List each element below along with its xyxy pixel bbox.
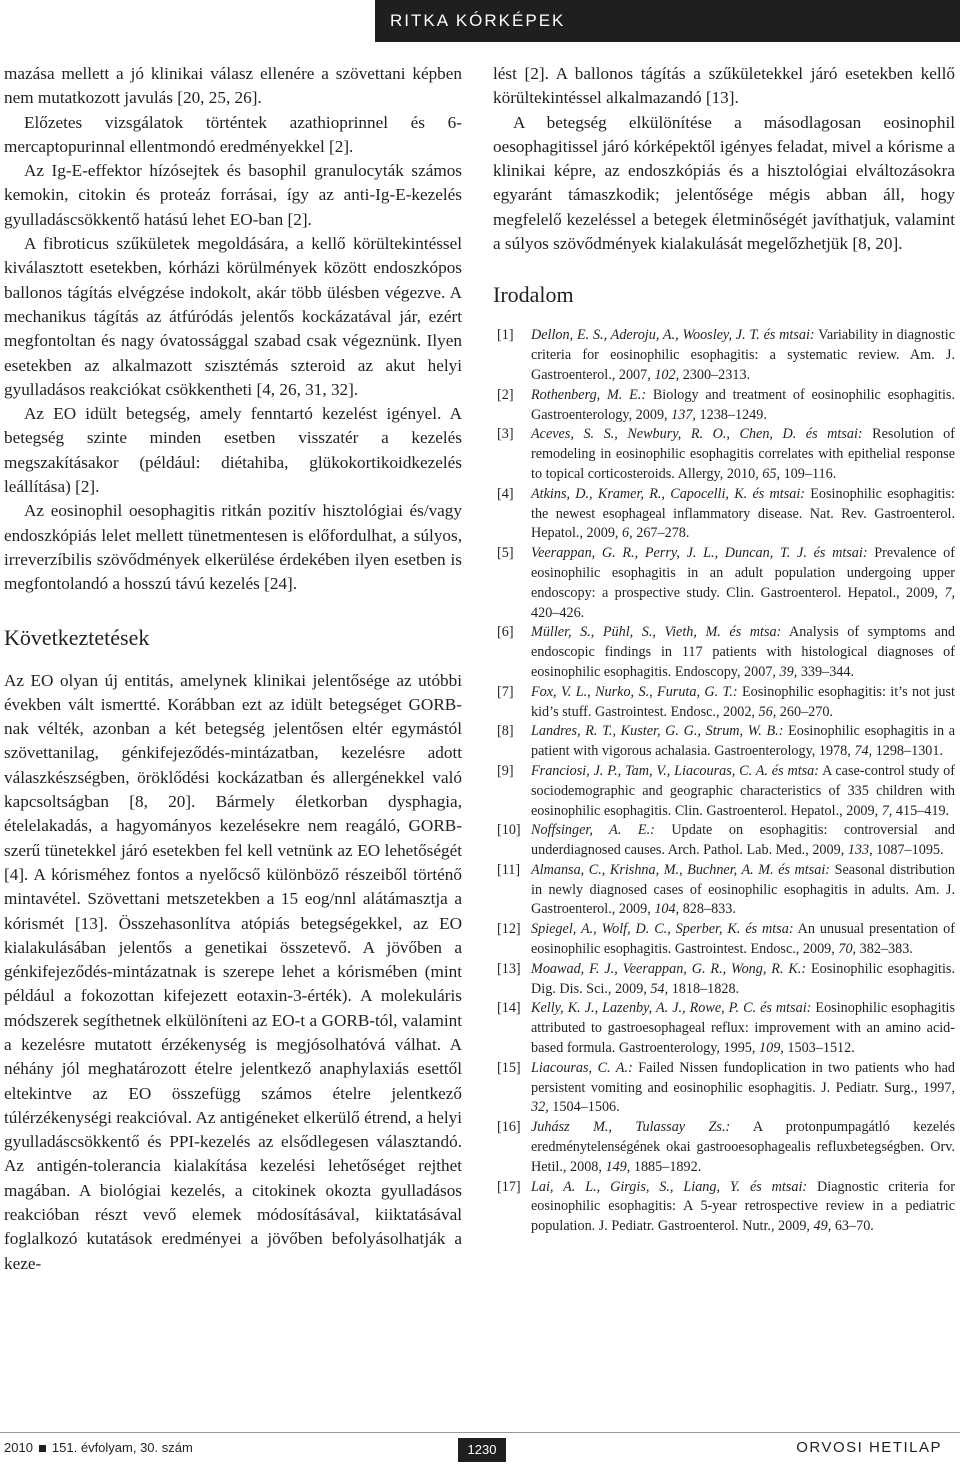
- reference-authors: Noffsinger, A. E.:: [531, 822, 655, 839]
- reference-authors: Rothenberg, M. E.:: [531, 386, 647, 403]
- reference-volume: 6,: [622, 525, 633, 542]
- journal-name: ORVOSI HETILAP: [796, 1439, 942, 1456]
- reference-number: [14]: [497, 1000, 521, 1017]
- reference-item: [493, 722, 955, 762]
- reference-pages: 1087–1095.: [872, 842, 944, 859]
- right-column: [493, 62, 955, 1237]
- section-title: RITKA KÓRKÉPEK: [375, 0, 960, 42]
- reference-pages: 2300–2313.: [679, 366, 751, 383]
- reference-number: [16]: [497, 1119, 521, 1136]
- left-column: [4, 62, 462, 1276]
- paragraph: Az eosinophil oesophagitis ritkán pozitív hisztológiai és/vagy endoszkópiás lelet mellett tünetmentesen is előfordulhat, a súlyos, irreverzíbilis szövődmények elkerülése érdekében ilyen esetben is megfontolandó a hosszú távú kezelés [24].: [4, 501, 462, 594]
- reference-authors: Moawad, F. J., Veerappan, G. R., Wong, R. K.:: [531, 960, 807, 977]
- reference-number: [9]: [497, 762, 514, 779]
- reference-item: [493, 683, 955, 723]
- reference-title-source: Eosinophilic esophagitis attributed to gastroesophageal reflux: improvement with an amino acid-based formula. Gastroenterology, 1995,: [531, 1000, 955, 1057]
- reference-pages: 339–344.: [797, 663, 855, 680]
- reference-pages: 1818–1828.: [668, 980, 740, 997]
- reference-authors: Müller, S., Pühl, S., Vieth, M. és mtsa:: [531, 624, 782, 641]
- reference-authors: Veerappan, G. R., Perry, J. L., Duncan, T. J. és mtsai:: [531, 545, 868, 562]
- paragraph: lést [2]. A ballonos tágítás a szűkületekkel járó esetekben kellő körültekintéssel alkalmazandó [13].: [493, 64, 955, 108]
- reference-title-source: Eosinophilic esophagitis. Dig. Dis. Sci., 2009,: [531, 960, 955, 997]
- reference-pages: 63–70.: [831, 1218, 874, 1235]
- reference-title-source: Eosinophilic esophagitis: the newest esophageal inflammatory disease. Nat. Rev. Gastroenterol. Hepatol., 2009,: [531, 485, 956, 542]
- paragraph: Az Ig-E-effektor hízósejtek és basophil granulocyták számos kemokin, citokin és proteáz forrásai, így az anti-Ig-E-kezelés gyulladáscsökkentő hatású lehet EO-ban [2].: [4, 161, 462, 229]
- reference-authors: Liacouras, C. A.:: [531, 1059, 633, 1076]
- square-separator-icon: [39, 1445, 46, 1452]
- reference-number: [15]: [497, 1059, 521, 1076]
- reference-title-source: Prevalence of eosinophilic esophagitis in an adult population undergoing upper endoscopy: a prospective study. Clin. Gastroenterol. Hepatol., 2009,: [531, 545, 955, 601]
- reference-volume: 74,: [854, 743, 873, 760]
- footer-volume-issue: 151. évfolyam, 30. szám: [51, 1440, 193, 1455]
- footer-year: 2010: [4, 1440, 33, 1455]
- reference-pages: 1503–1512.: [783, 1040, 855, 1057]
- reference-title-source: Update on esophagitis: controversial and underdiagnosed causes. Arch. Pathol. Lab. Med., 2009,: [531, 822, 955, 859]
- reference-item: [493, 920, 955, 960]
- reference-number: [8]: [497, 723, 514, 740]
- reference-item: [493, 544, 955, 623]
- reference-authors: Juhász M., Tulassay Zs.:: [531, 1119, 731, 1136]
- reference-item: [493, 425, 955, 484]
- reference-item: [493, 326, 955, 385]
- reference-authors: Aceves, S. S., Newbury, R. O., Chen, D. és mtsai:: [531, 426, 863, 443]
- reference-authors: Fox, V. L., Nurko, S., Furuta, G. T.:: [531, 683, 738, 700]
- reference-title-source: Eosinophilic esophagitis in a patient with vigorous achalasia. Gastroenterology, 1978,: [531, 723, 956, 760]
- reference-authors: Almansa, C., Krishna, M., Buchner, A. M. és mtsai:: [531, 861, 831, 878]
- reference-number: [1]: [497, 327, 514, 344]
- reference-title-source: A case-control study of sociodemographic and geographic characteristics of 335 children with eosinophilic esophagitis. Clin. Gastroenterol. Hepatol., 2009,: [531, 762, 955, 819]
- reference-title-source: Variability in diagnostic criteria for eosinophilic esophagitis: a systematic review. Am. J. Gastroenterol., 2007,: [531, 327, 955, 383]
- reference-authors: Franciosi, J. P., Tam, V., Liacouras, C. A. és mtsa:: [531, 762, 819, 779]
- reference-pages: 1238–1249.: [695, 406, 767, 423]
- reference-number: [13]: [497, 960, 521, 977]
- reference-pages: 420–426.: [531, 604, 585, 621]
- reference-item: [493, 999, 955, 1058]
- reference-authors: Dellon, E. S., Aderoju, A., Woosley, J. T. és mtsai:: [531, 327, 815, 344]
- reference-title-source: Seasonal distribution in newly diagnosed cases of eosinophilic esophagitis in adults. Am. J. Gastroenterol., 2009,: [531, 861, 955, 918]
- reference-title-source: Eosinophilic esophagitis: it’s not just kid’s stuff. Gastrointest. Endosc., 2002,: [531, 683, 955, 720]
- page-footer: [0, 1432, 960, 1465]
- paragraph: A betegség elkülönítése a másodlagosan eosinophil oesophagitissel járó kórképektől igényes feladat, mivel a kórisme a klinikai képre, az endoszkópiás és a hisztológiai elváltozásokra egyaránt támaszkodik; jelentősége mégis abban áll, hogy megfelelő kezeléssel a betegek életminőségét javíthatjuk, valamint a súlyos szövődmények kialakulását megelőzhetjük [8, 20].: [493, 112, 955, 254]
- reference-number: [12]: [497, 921, 521, 938]
- reference-item: [493, 485, 955, 544]
- body-text-before: [4, 62, 462, 597]
- reference-pages: 1504–1506.: [548, 1099, 620, 1116]
- conclusions-heading: Következtetések: [4, 624, 150, 650]
- paragraph: Az EO olyan új entitás, amelynek klinikai jelentősége az utóbbi években vált ismertté. Korábban ezt az idült betegséget GORB-nak vélték, azonban a két betegség jelentősen eltér egymástól szövettanilag, génkifejeződés-mintázatban, kezelésre adott válaszkészségben, öröklődési kockázatban és allergénekkel való kapcsoltságban [8, 20]. Bármely életkorban dysphagia, ételelakadás, a hagyományos kezelésekre nem reagáló, GORB-szerű tünetekkel járó esetekben fel kell vetnünk az EO lehetőségét [4]. A kórisméhez fontos a nyelőcső különböző részeiből történő mintavétel. Szövettani metszetekben a 15 eog/nnl alátámasztja a kórismét [13]. Összehasonlítva atópiás betegségekkel, az EO kialakulásában jelentős a genetikai összetevő. A jövőben a génkifejeződés-mintázatnak is szerepe lehet a kórismében (mint például a fokozottan kifejezett eotaxin-3-érték). A molekuláris módszerek segíthetnek elkülöníteni az EO-t a GORB-tól, valamint a kezelésre mutatott érzékenység is megjósolhatóvá válhat. A néhány jól meghatározott ételre jelentkező anaphylaxiás esettől eltekintve az EO összefügg számos ételre jelentkező túlérzékenységi reakcióval. Az antigéneket elkerülő étrend, a helyi gyulladáscsökkentő és PPI-kezelés az elsődlegesen választandó. Az antigén-tolerancia kialakítása kezelési lehetőséget rejthet magában. A biológiai kezelés, a citokinek okozta gyulladásos reakcióban részt vevő elemek módosításával, kiiktatásával foglalkozó kutatások eredményei a jövőben befolyásolhatják a keze-: [4, 670, 462, 1273]
- reference-title-source: Diagnostic criteria for eosinophilic esophagitis: A 5-year retrospective review in a pediatric population. J. Pediatr. Gastroenterol. Nutr., 2009,: [531, 1178, 956, 1235]
- reference-item: [493, 861, 955, 920]
- reference-pages: 828–833.: [679, 901, 736, 918]
- reference-title-source: Analysis of symptoms and endoscopic findings in 117 patients with histological diagnoses of eosinophilic esophagitis. Endoscopy, 2007,: [531, 624, 956, 680]
- reference-volume: 102,: [654, 366, 680, 383]
- reference-authors: Atkins, D., Kramer, R., Capocelli, K. és mtsai:: [531, 485, 805, 502]
- reference-pages: 1885–1892.: [630, 1158, 702, 1175]
- reference-volume: 137,: [671, 406, 696, 423]
- references-heading: Irodalom: [493, 282, 574, 308]
- reference-pages: 260–270.: [776, 703, 833, 720]
- reference-authors: Spiegel, A., Wolf, D. C., Sperber, K. és mtsa:: [531, 921, 794, 938]
- reference-number: [4]: [497, 485, 514, 502]
- body-text-continued: [493, 62, 955, 256]
- reference-volume: 149,: [605, 1158, 631, 1175]
- reference-number: [7]: [497, 683, 514, 700]
- reference-number: [6]: [497, 624, 514, 641]
- page-number: 1230: [458, 1438, 506, 1462]
- footer-rule: [0, 1432, 960, 1433]
- paragraph: mazása mellett a jó klinikai válasz ellenére a szövettani képben nem mutatkozott javulás [20, 25, 26].: [4, 64, 462, 108]
- reference-volume: 65,: [762, 465, 781, 482]
- reference-volume: 70,: [838, 941, 857, 958]
- reference-pages: 415–419.: [892, 802, 950, 819]
- reference-item: [493, 623, 955, 682]
- reference-authors: Landres, R. T., Kuster, G. G., Strum, W. B.:: [531, 723, 784, 740]
- reference-volume: 54,: [650, 980, 669, 997]
- page-header: [0, 0, 960, 42]
- reference-pages: 1298–1301.: [872, 743, 944, 760]
- reference-number: [3]: [497, 426, 514, 443]
- reference-authors: Lai, A. L., Girgis, S., Liang, Y. és mtsai:: [531, 1178, 808, 1195]
- reference-list: [493, 326, 955, 1237]
- reference-title-source: Resolution of remodeling in eosinophilic esophagitis correlates with epithelial response to topical corticosteroids. Allergy, 2010,: [531, 426, 955, 482]
- reference-item: [493, 386, 955, 426]
- reference-volume: 104,: [654, 901, 680, 918]
- reference-number: [17]: [497, 1178, 521, 1195]
- footer-issue-info: [4, 1440, 193, 1455]
- reference-volume: 56,: [758, 703, 777, 720]
- reference-volume: 49,: [813, 1218, 832, 1235]
- reference-title-source: Biology and treatment of eosinophilic esophagitis. Gastroenterology, 2009,: [531, 386, 955, 423]
- reference-pages: 267–278.: [632, 525, 690, 542]
- reference-number: [11]: [497, 861, 521, 878]
- reference-volume: 109,: [759, 1040, 784, 1057]
- reference-volume: 133,: [847, 842, 873, 859]
- reference-title-source: A protonpumpagátló kezelés eredménytelenségének okai gastrooesophagealis refluxbetegségben. Orv. Hetil., 2008,: [531, 1119, 955, 1175]
- reference-volume: 32,: [531, 1099, 549, 1116]
- paragraph: Előzetes vizsgálatok történtek azathioprinnel és 6-mercaptopurinnal ellentmondó eredményekkel [2].: [4, 112, 462, 156]
- reference-item: [493, 1059, 955, 1118]
- reference-title-source: Failed Nissen fundoplication in two patients who had persistent vomiting and eosinophilic esophagitis. J. Pediatr. Surg., 1997,: [531, 1059, 955, 1096]
- reference-item: [493, 1118, 955, 1177]
- reference-volume: 7,: [944, 584, 955, 601]
- reference-item: [493, 960, 955, 1000]
- reference-item: [493, 1178, 955, 1237]
- reference-item: [493, 762, 955, 821]
- reference-number: [5]: [497, 545, 514, 562]
- conclusions-text: [4, 669, 462, 1276]
- paragraph: Az EO idült betegség, amely fenntartó kezelést igényel. A betegség szinte minden esetben visszatér a kezelés megszakításakor (például: diétahiba, glükokortikoidkezelés leállítása) [2].: [4, 404, 462, 497]
- reference-authors: Kelly, K. J., Lazenby, A. J., Rowe, P. C. és mtsai:: [531, 1000, 812, 1017]
- reference-title-source: An unusual presentation of eosinophilic esophagitis. Gastrointest. Endosc., 2009,: [531, 921, 955, 958]
- reference-volume: 39,: [779, 663, 798, 680]
- reference-number: [10]: [497, 822, 521, 839]
- reference-pages: 109–116.: [780, 465, 837, 482]
- reference-number: [2]: [497, 386, 514, 403]
- reference-volume: 7,: [881, 802, 893, 819]
- reference-pages: 382–383.: [856, 941, 913, 958]
- reference-item: [493, 821, 955, 861]
- paragraph: A fibroticus szűkületek megoldására, a kellő körültekintéssel kiválasztott esetekben, kórházi körülmények között endoszkópos ballonos tágítás elvégzése indokolt, akár több ülésben végezve. A mechanikus tágítás az átfúródás jelentős kockázatával jár, ezért megfontoltan és nagy óvatossággal szabad csak végeznünk. Ilyen esetekben az alkalmazott szisztémás szteroid az akut helyi gyulladásos reakciókat csökkentheti [4, 26, 31, 32].: [4, 234, 462, 399]
